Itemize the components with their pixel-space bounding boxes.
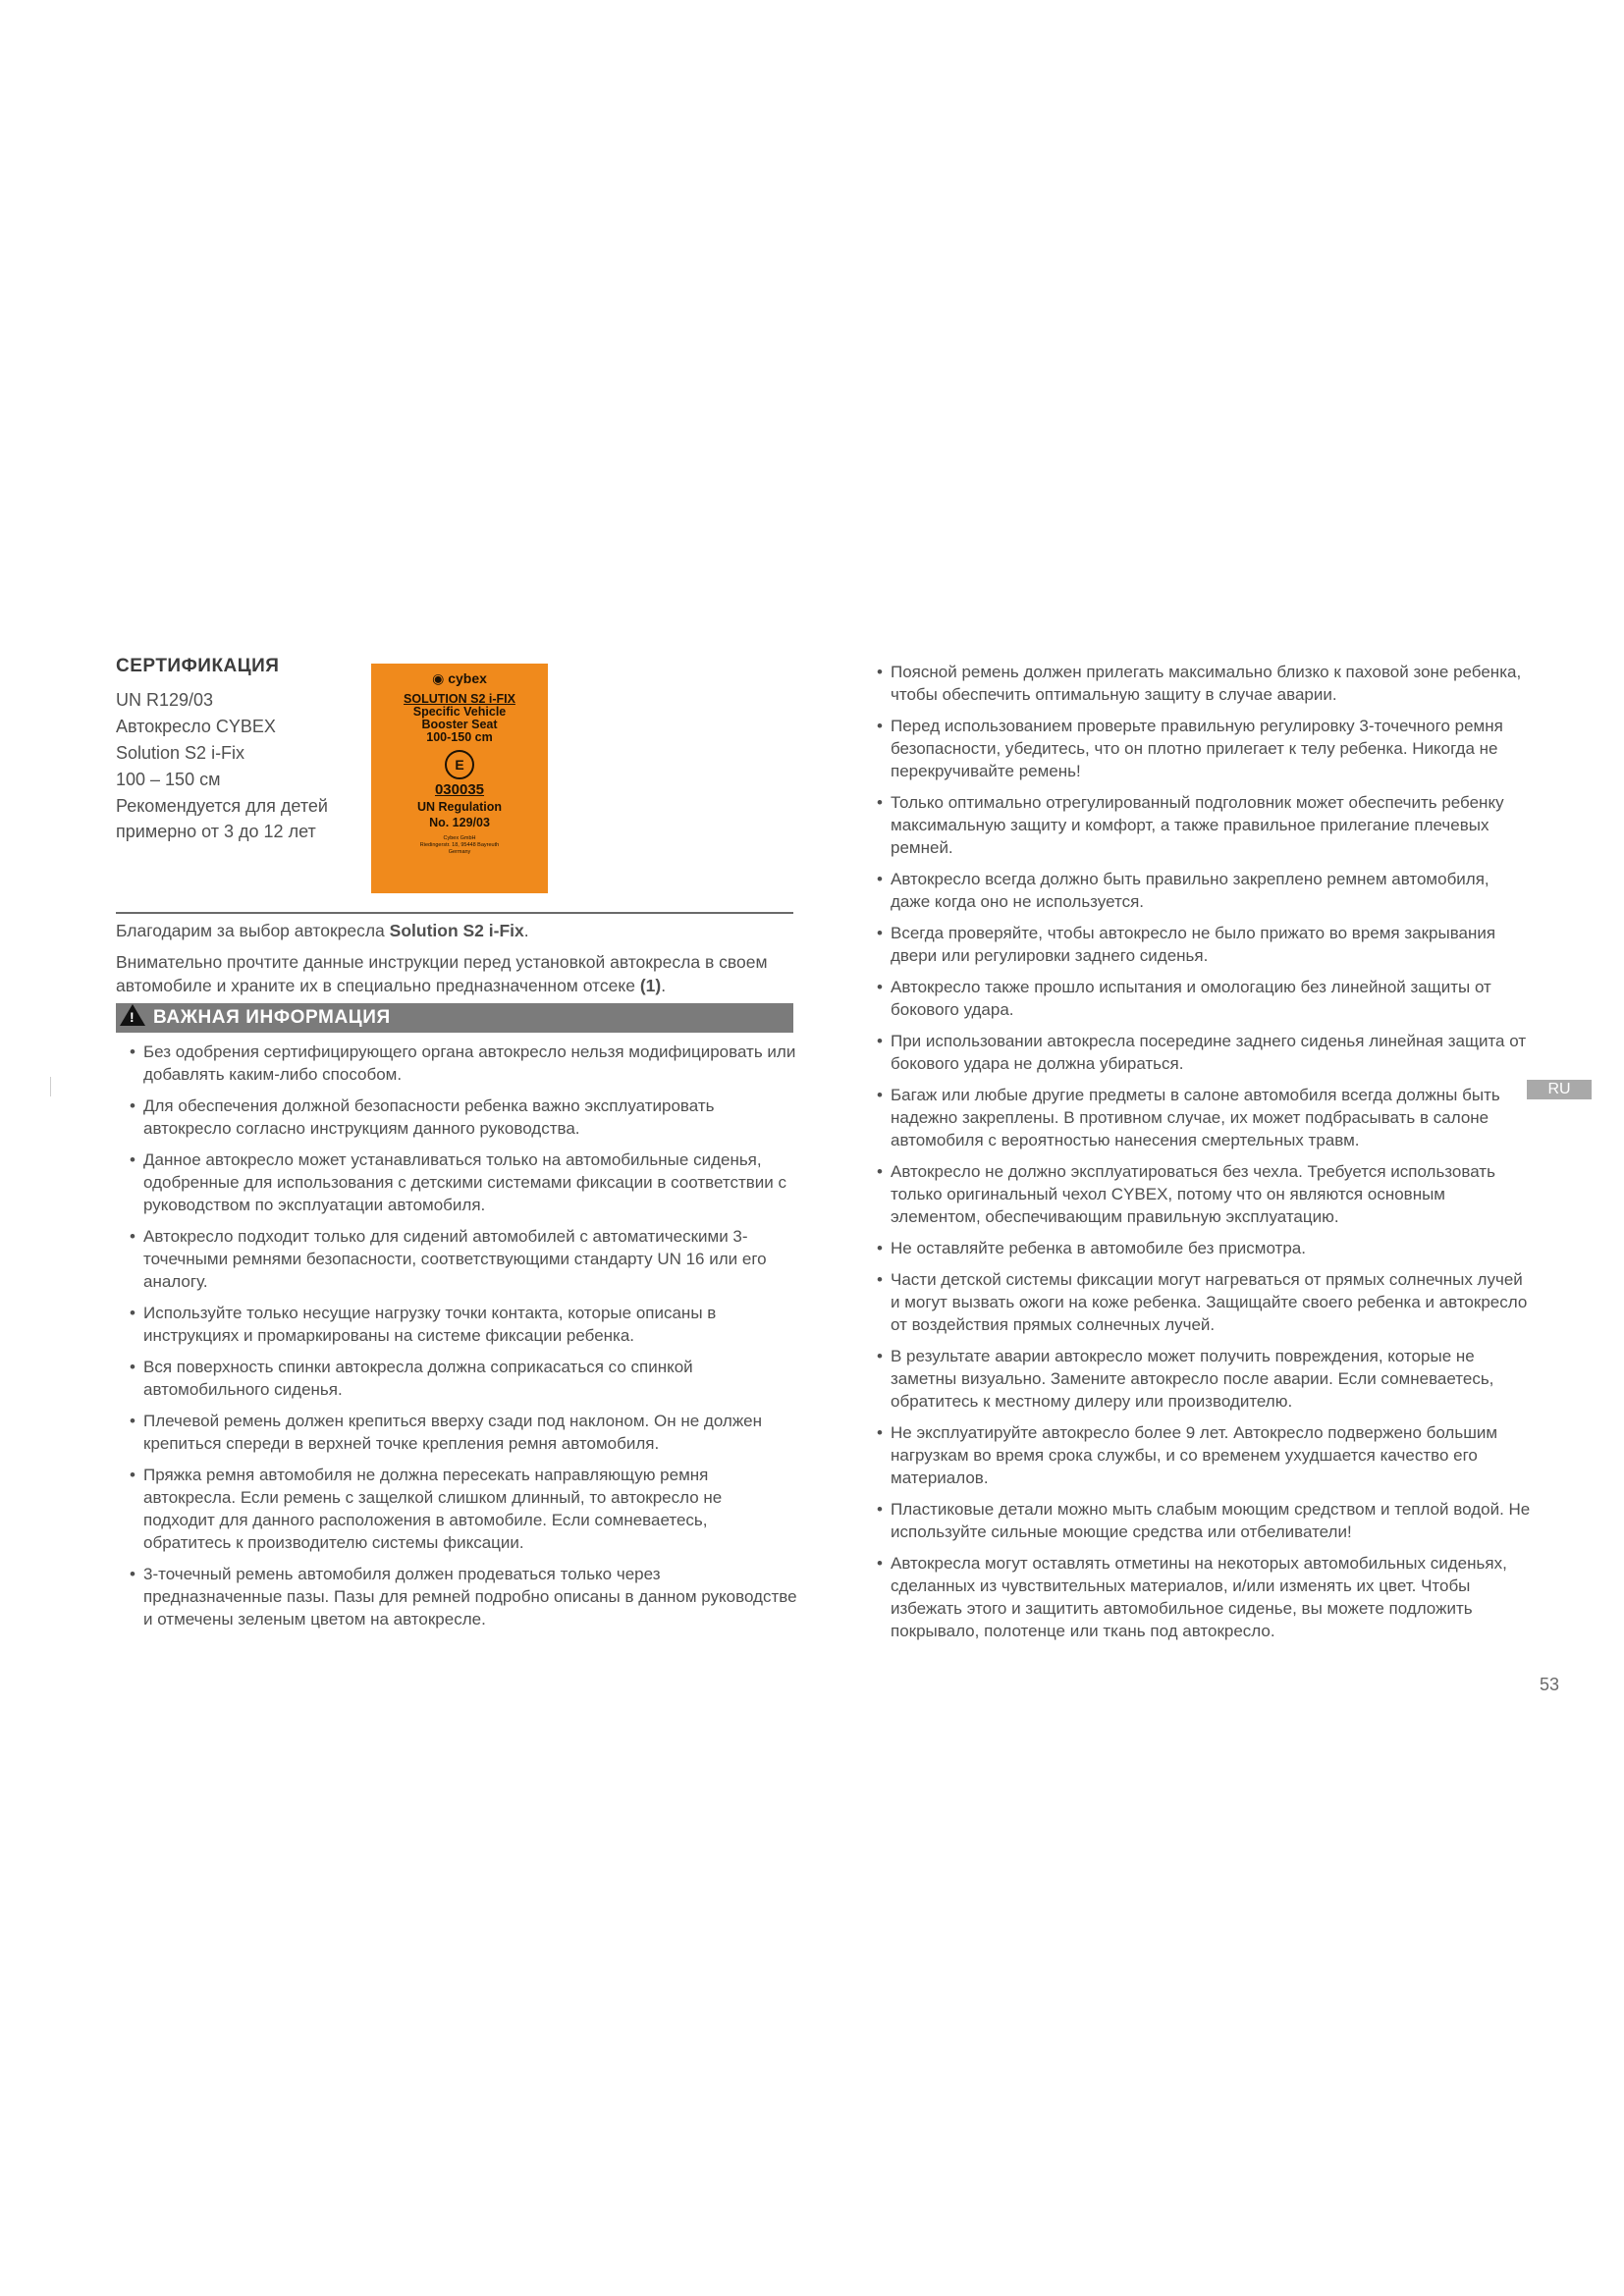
- list-item: • Только оптимально отрегулированный подголовник может обеспечить ребенку максимальную защиту и комфорт, а также правильное прилегание плечевых ремней.: [877, 791, 1533, 859]
- list-item: • Багаж или любые другие предметы в салоне автомобиля всегда должны быть надежно закреплены. В противном случае, их может подбрасывать в салоне автомобиля с вероятностью нанесения смертельных травм.: [877, 1084, 1533, 1151]
- left-safety-list: [130, 1041, 797, 1639]
- crop-mark: [50, 1077, 51, 1096]
- list-item: • Плечевой ремень должен крепиться вверху сзади под наклоном. Он не должен крепиться спереди в верхней точке крепления ремня автомобиля.: [130, 1410, 797, 1455]
- cert-line: Solution S2 i-Fix: [116, 743, 245, 763]
- intro-text: [116, 919, 793, 1005]
- list-item: • Данное автокресло может устанавливаться только на автомобильные сиденья, одобренные для использования с детскими системами фиксации в соответствии с руководством по эксплуатации автомобиля.: [130, 1148, 797, 1216]
- list-item: • Автокресло также прошло испытания и омологацию без линейной защиты от бокового удара.: [877, 976, 1533, 1021]
- approval-number: 030035: [434, 781, 485, 798]
- label-line: 100-150 cm: [426, 730, 493, 744]
- certification-title: СЕРТИФИКАЦИЯ: [116, 656, 280, 676]
- cert-line: Рекомендуется для детей: [116, 796, 328, 816]
- label-fine-print: Cybex GmbH Riedingerstr. 18, 95448 Bayreuth Germany: [419, 835, 500, 855]
- cert-line: Автокресло CYBEX: [116, 717, 276, 736]
- list-item: • Автокресло не должно эксплуатироваться без чехла. Требуется использовать только оригинальный чехол CYBEX, потому что он являются основным элементом, обеспечивающим правильную эксплуатацию.: [877, 1160, 1533, 1228]
- list-item: • Пластиковые детали можно мыть слабым моющим средством и теплой водой. Не используйте сильные моющие средства или отбеливатели!: [877, 1498, 1533, 1543]
- label-product: SOLUTION S2 i-FIX: [404, 692, 515, 706]
- list-item: • Пряжка ремня автомобиля не должна пересекать направляющую ремня автокресла. Если ремень с защелкой слишком длинный, то автокресло не подходит для данного расположения в автомобиле. Если сомневаетесь, обратитесь к производителю системы фиксации.: [130, 1464, 797, 1554]
- cybex-logo-icon: ◉: [432, 670, 449, 686]
- list-item: • Автокресло всегда должно быть правильно закреплено ремнем автомобиля, даже когда оно не используется.: [877, 868, 1533, 913]
- read-instructions-paragraph: Внимательно прочтите данные инструкции перед установкой автокресла в своем автомобиле и храните их в специально предназначенном отсеке (1).: [116, 952, 768, 995]
- label-brand: ◉ cybex: [432, 670, 487, 686]
- approval-label: [371, 664, 548, 893]
- list-item: • Не оставляйте ребенка в автомобиле без присмотра.: [877, 1237, 1533, 1259]
- list-item: • 3-точечный ремень автомобиля должен продеваться только через предназначенные пазы. Пазы для ремней подробно описаны в данном руководстве и отмечены зеленым цветом на автокресле.: [130, 1563, 797, 1630]
- cert-line: UN R129/03: [116, 690, 214, 710]
- list-item: • Автокресла могут оставлять отметины на некоторых автомобильных сиденьях, сделанных из чувствительных материалов, и/или изменять их цвет. Чтобы избежать этого и защитить автомобильное сиденье, вы можете подложить покрывало, полотенце или ткань под автокресло.: [877, 1552, 1533, 1642]
- cert-line: 100 – 150 см: [116, 770, 221, 789]
- important-info-header: [116, 1003, 793, 1033]
- list-item: • Перед использованием проверьте правильную регулировку 3-точечного ремня безопасности, убедитесь, что он плотно прилегает к телу ребенка. Никогда не перекручивайте ремень!: [877, 715, 1533, 782]
- list-item: • При использовании автокресла посередине заднего сиденья линейная защита от бокового удара не должна убираться.: [877, 1030, 1533, 1075]
- page-number: 53: [1540, 1675, 1560, 1694]
- list-item: • Автокресло подходит только для сидений автомобилей с автоматическими 3-точечными ремнями безопасности, соответствующими стандарту UN 16 или его аналогу.: [130, 1225, 797, 1293]
- e-mark-icon: E: [445, 750, 474, 779]
- warning-triangle-icon: !: [120, 1004, 145, 1026]
- label-regulation: No. 129/03: [429, 816, 490, 829]
- important-info-title: ВАЖНАЯ ИНФОРМАЦИЯ: [153, 1007, 391, 1028]
- thanks-paragraph: Благодарим за выбор автокресла Solution S2 i-Fix.: [116, 921, 529, 940]
- list-item: • Без одобрения сертифицирующего органа автокресло нельзя модифицировать или добавлять каким-либо способом.: [130, 1041, 797, 1086]
- label-regulation: UN Regulation: [416, 800, 503, 814]
- list-item: • Не эксплуатируйте автокресло более 9 лет. Автокресло подвержено большим нагрузкам во время срока службы, и со временем ухудшается качество его материалов.: [877, 1421, 1533, 1489]
- right-safety-list: [877, 661, 1533, 1651]
- list-item: • Поясной ремень должен прилегать максимально близко к паховой зоне ребенка, чтобы обеспечить оптимальную защиту в случае аварии.: [877, 661, 1533, 706]
- cert-line: примерно от 3 до 12 лет: [116, 822, 316, 841]
- list-item: • Используйте только несущие нагрузку точки контакта, которые описаны в инструкциях и промаркированы на системе фиксации ребенка.: [130, 1302, 797, 1347]
- list-item: • Вся поверхность спинки автокресла должна соприкасаться со спинкой автомобильного сиденья.: [130, 1356, 797, 1401]
- label-line: Booster Seat: [421, 718, 498, 731]
- list-item: • Части детской системы фиксации могут нагреваться от прямых солнечных лучей и могут вызвать ожоги на коже ребенка. Защищайте своего ребенка и автокресло от воздействия прямых солнечных лучей.: [877, 1268, 1533, 1336]
- language-tab-ru: RU: [1527, 1080, 1592, 1099]
- list-item: • В результате аварии автокресло может получить повреждения, которые не заметны визуально. Замените автокресло после аварии. Если сомневаетесь, обратитесь к местному дилеру или производителю.: [877, 1345, 1533, 1413]
- certification-details: [116, 687, 371, 845]
- list-item: • Всегда проверяйте, чтобы автокресло не было прижато во время закрывания двери или регулировки заднего сиденья.: [877, 922, 1533, 967]
- label-line: Specific Vehicle: [412, 705, 507, 719]
- divider: [116, 912, 793, 914]
- list-item: • Для обеспечения должной безопасности ребенка важно эксплуатировать автокресло согласно инструкциям данного руководства.: [130, 1095, 797, 1140]
